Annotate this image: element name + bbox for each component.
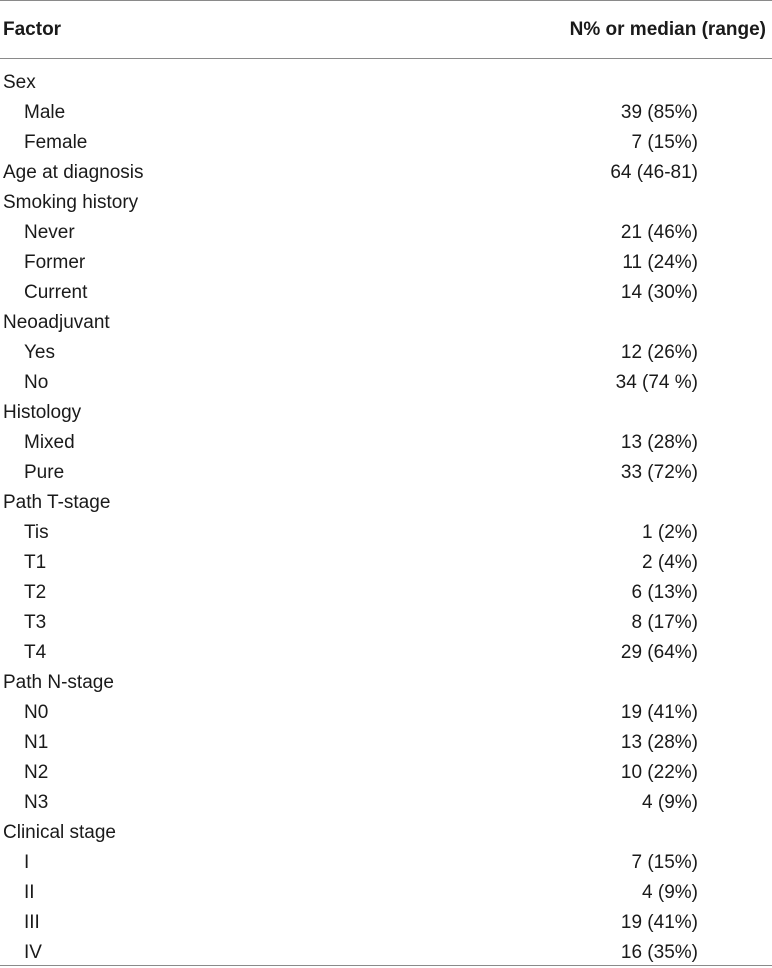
row-value: 19 (41%): [620, 702, 698, 723]
table-row: [0, 398, 772, 428]
header-factor: Factor: [3, 18, 62, 40]
row-value: 6 (13%): [631, 582, 698, 603]
table-row: [0, 848, 772, 878]
row-factor: Age at diagnosis: [3, 162, 144, 183]
row-value: 13 (28%): [620, 432, 698, 453]
row-factor: N3: [24, 792, 49, 813]
row-factor: Path N-stage: [3, 672, 114, 693]
table-row: [0, 278, 772, 308]
row-value: 2 (4%): [642, 552, 698, 573]
table-row: [0, 608, 772, 638]
row-factor: I: [24, 852, 30, 873]
row-factor: Current: [24, 282, 88, 303]
row-value: 1 (2%): [642, 522, 698, 543]
table-row: [0, 788, 772, 818]
table-row: [0, 128, 772, 158]
table-row: [0, 698, 772, 728]
row-value: 10 (22%): [620, 762, 698, 783]
row-factor: Pure: [24, 462, 65, 483]
row-factor: Former: [24, 252, 86, 273]
row-factor: N0: [24, 702, 49, 723]
table-row: [0, 308, 772, 338]
row-value: 4 (9%): [642, 882, 698, 903]
row-factor: Tis: [24, 522, 49, 543]
row-value: 33 (72%): [620, 462, 698, 483]
table-header: [0, 1, 772, 58]
row-factor: Yes: [24, 342, 55, 363]
table-row: [0, 758, 772, 788]
table-row: [0, 938, 772, 968]
table-row: [0, 818, 772, 848]
row-factor: Path T-stage: [3, 492, 111, 513]
table-row: [0, 728, 772, 758]
table-row: [0, 518, 772, 548]
row-factor: Mixed: [24, 432, 75, 453]
row-factor: IV: [24, 942, 42, 963]
table-row: [0, 548, 772, 578]
table-row: [0, 158, 772, 188]
row-factor: N1: [24, 732, 49, 753]
row-value: 64 (46-81): [610, 162, 698, 183]
table-row: [0, 638, 772, 668]
row-value: 39 (85%): [620, 102, 698, 123]
table-row: [0, 218, 772, 248]
bottom-rule: [0, 965, 772, 966]
table-row: [0, 248, 772, 278]
row-value: 4 (9%): [642, 792, 698, 813]
row-value: 13 (28%): [620, 732, 698, 753]
table-row: [0, 338, 772, 368]
row-factor: II: [24, 882, 35, 903]
header-value: N% or median (range): [569, 18, 766, 40]
row-factor: Male: [24, 102, 66, 123]
table-row: [0, 578, 772, 608]
row-factor: T4: [24, 642, 47, 663]
table-row: [0, 98, 772, 128]
row-value: 12 (26%): [620, 342, 698, 363]
table-row: [0, 878, 772, 908]
table-row: [0, 488, 772, 518]
row-value: 19 (41%): [620, 912, 698, 933]
row-factor: No: [24, 372, 49, 393]
row-factor: Histology: [3, 402, 82, 423]
table-row: [0, 188, 772, 218]
row-value: 11 (24%): [622, 252, 698, 273]
row-factor: III: [24, 912, 40, 933]
table-row: [0, 668, 772, 698]
row-value: 8 (17%): [631, 612, 698, 633]
row-factor: Sex: [3, 72, 36, 93]
row-value: 29 (64%): [620, 642, 698, 663]
table-row: [0, 458, 772, 488]
row-factor: Smoking history: [3, 192, 139, 213]
row-value: 34 (74 %): [615, 372, 698, 393]
row-value: 7 (15%): [631, 132, 698, 153]
table-row: [0, 908, 772, 938]
table-row: [0, 368, 772, 398]
row-value: 7 (15%): [631, 852, 698, 873]
row-value: 16 (35%): [620, 942, 698, 963]
row-factor: N2: [24, 762, 49, 783]
row-factor: T3: [24, 612, 47, 633]
table-row: [0, 428, 772, 458]
row-factor: T2: [24, 582, 47, 603]
table-body: [0, 59, 772, 968]
row-factor: Female: [24, 132, 88, 153]
table-row: [0, 68, 772, 98]
row-factor: Clinical stage: [3, 822, 116, 843]
row-factor: Never: [24, 222, 75, 243]
row-value: 14 (30%): [620, 282, 698, 303]
row-factor: T1: [24, 552, 47, 573]
row-factor: Neoadjuvant: [3, 312, 110, 333]
row-value: 21 (46%): [620, 222, 698, 243]
